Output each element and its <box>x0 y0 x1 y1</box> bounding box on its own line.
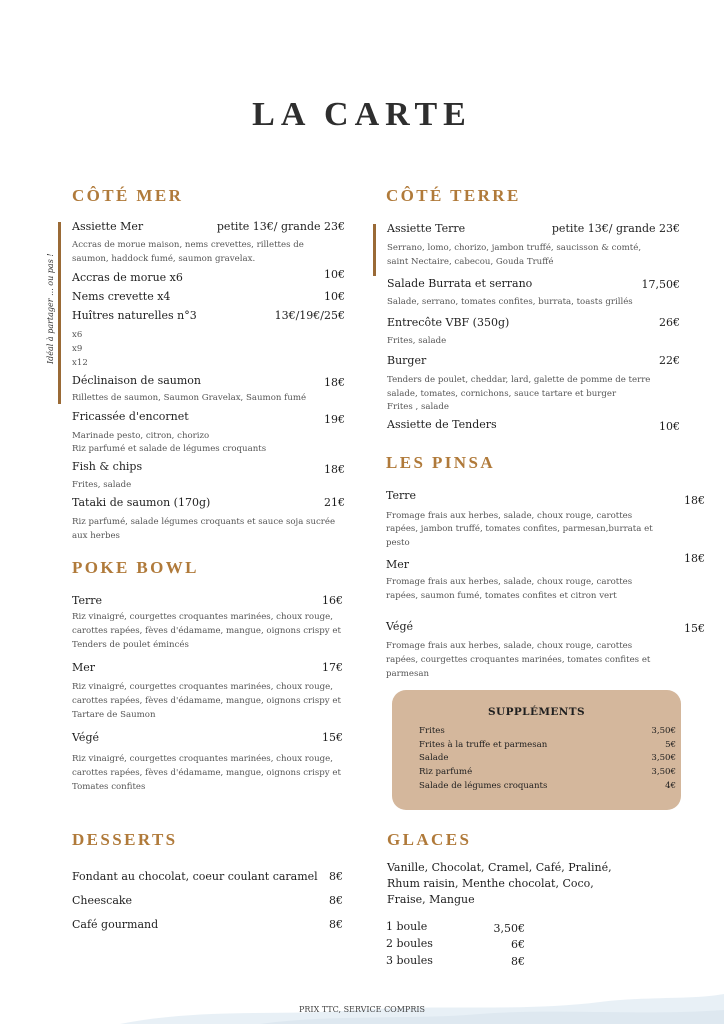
menu-item-price: 19€ <box>324 413 345 426</box>
supplement-name: Frites à la truffe et parmesan <box>419 740 548 750</box>
supplement-price: 3,50€ <box>651 753 676 763</box>
section-heading-poke-bowl: POKE BOWL <box>72 558 199 577</box>
menu-item-desc: Marinade pesto, citron, chorizo <box>72 431 210 441</box>
menu-item-name: Entrecôte VBF (350g) <box>387 316 510 329</box>
section-heading-glaces: GLACES <box>387 830 472 849</box>
menu-item-desc: Fromage frais aux herbes, salade, choux rouge, carottes <box>386 641 633 651</box>
section-heading-cote-terre: CÔTÉ TERRE <box>386 186 521 205</box>
page-title: LA CARTE <box>252 96 472 133</box>
menu-item-desc: rapées, courgettes croquantes marinées, tomates confites et <box>386 655 651 665</box>
menu-item-name: Salade Burrata et serrano <box>387 277 533 290</box>
menu-item-desc: pesto <box>386 538 410 548</box>
menu-item-desc: Salade, serrano, tomates confites, burrata, toasts grillés <box>387 297 633 307</box>
supplement-price: 3,50€ <box>651 767 676 777</box>
menu-item-desc: salade, tomates, cornichons, sauce tartare et burger <box>387 389 617 399</box>
menu-item-name: Tataki de saumon (170g) <box>72 496 211 509</box>
menu-item-desc: Fromage frais aux herbes, salade, choux rouge, carottes <box>386 577 633 587</box>
menu-item-desc: Tomates confites <box>72 782 146 792</box>
supplement-price: 3,50€ <box>651 726 676 736</box>
supplement-price: 5€ <box>665 740 676 750</box>
menu-item-price: 15€ <box>322 731 343 744</box>
glace-size: 2 boules <box>386 937 433 950</box>
menu-item-price: 21€ <box>324 496 345 509</box>
menu-item-option: x12 <box>72 358 88 368</box>
supplements-heading: SUPPLÉMENTS <box>488 706 585 718</box>
menu-item-desc: Riz vinaigré, courgettes croquantes marinées, choux rouge, <box>72 682 333 692</box>
supplement-name: Riz parfumé <box>419 767 473 777</box>
menu-item-price: 26€ <box>659 316 680 329</box>
menu-item-desc: carottes rapées, fèves d'édamame, mangue, oignons crispy et <box>72 768 341 778</box>
menu-item-name: Terre <box>386 489 417 502</box>
menu-item-price: 18€ <box>684 494 705 507</box>
glace-price: 6€ <box>511 938 525 951</box>
menu-item-desc: Tenders de poulet, cheddar, lard, galette de pomme de terre <box>387 375 651 385</box>
glace-size: 3 boules <box>386 954 433 967</box>
menu-item-desc: Serrano, lomo, chorizo, jambon truffé, saucisson & comté, <box>387 243 642 253</box>
menu-item-price: 17,50€ <box>641 278 680 291</box>
menu-item-name: Assiette Terre <box>387 222 466 235</box>
menu-item-name: Burger <box>387 354 427 367</box>
menu-item-desc: Tenders de poulet émincés <box>72 640 189 650</box>
menu-item-desc: Riz vinaigré, courgettes croquantes marinées, choux rouge, <box>72 754 333 764</box>
menu-item-price: 8€ <box>329 870 343 883</box>
menu-item-name: Cheescake <box>72 894 133 907</box>
menu-item-desc: carottes rapées, fèves d'édamame, mangue, oignons crispy et <box>72 626 341 636</box>
menu-item-desc: Frites, salade <box>72 480 132 490</box>
menu-item-name: Terre <box>72 594 103 607</box>
supplement-name: Salade <box>419 753 449 763</box>
menu-item-desc: Fromage frais aux herbes, salade, choux rouge, carottes <box>386 511 633 521</box>
supplement-name: Salade de légumes croquants <box>419 781 548 791</box>
menu-item-price: 15€ <box>684 622 705 635</box>
menu-item-price: 17€ <box>322 661 343 674</box>
menu-item-desc: saint Nectaire, cabecou, Gouda Truffé <box>387 257 554 267</box>
menu-item-desc: Tartare de Saumon <box>72 710 156 720</box>
menu-item-name: Fricassée d'encornet <box>72 410 189 423</box>
menu-item-price: 10€ <box>324 268 345 281</box>
menu-item-option: x6 <box>72 330 83 340</box>
menu-item-option: x9 <box>72 344 83 354</box>
menu-item-price: 18€ <box>324 376 345 389</box>
glace-size: 1 boule <box>386 920 428 933</box>
menu-item-desc: Frites, salade <box>387 336 447 346</box>
side-note: Idéal à partager ... ou pas ! <box>46 253 55 364</box>
menu-item-name: Assiette de Tenders <box>387 418 497 431</box>
menu-item-desc: aux herbes <box>72 531 120 541</box>
menu-item-price: 10€ <box>324 290 345 303</box>
menu-item-name: Nems crevette x4 <box>72 290 171 303</box>
glaces-flavors: Vanille, Chocolat, Cramel, Café, Praliné, <box>387 861 612 874</box>
supplement-name: Frites <box>419 726 445 736</box>
section-heading-desserts: DESSERTS <box>72 830 178 849</box>
menu-item-price: 8€ <box>329 894 343 907</box>
menu-item-price: 10€ <box>659 420 680 433</box>
glace-price: 3,50€ <box>493 922 525 935</box>
glaces-flavors: Rhum raisin, Menthe chocolat, Coco, <box>387 877 594 890</box>
menu-item-price: 16€ <box>322 594 343 607</box>
glaces-flavors: Fraise, Mangue <box>387 893 475 906</box>
menu-item-name: Fondant au chocolat, coeur coulant caramel <box>72 870 318 883</box>
menu-item-desc: carottes rapées, fèves d'édamame, mangue, oignons crispy et <box>72 696 341 706</box>
menu-item-name: Assiette Mer <box>72 220 144 233</box>
menu-item-name: Déclinaison de saumon <box>72 374 202 387</box>
menu-item-name: Café gourmand <box>72 918 159 931</box>
menu-item-name: Fish & chips <box>72 460 143 473</box>
menu-item-desc: Riz parfumé, salade légumes croquants et sauce soja sucrée <box>72 517 336 527</box>
glace-price: 8€ <box>511 955 525 968</box>
menu-item-name: Végé <box>72 731 99 744</box>
menu-item-name: Huîtres naturelles n°3 <box>72 309 197 322</box>
supplement-price: 4€ <box>665 781 676 791</box>
menu-item-desc: Rillettes de saumon, Saumon Gravelax, Saumon fumé <box>72 393 307 403</box>
menu-item-name: Accras de morue x6 <box>72 271 183 284</box>
menu-item-desc: Frites , salade <box>387 402 449 412</box>
menu-item-desc: Riz parfumé et salade de légumes croquants <box>72 444 267 454</box>
menu-item-name: Mer <box>72 661 96 674</box>
menu-item-price: 18€ <box>324 463 345 476</box>
menu-item-price: 8€ <box>329 918 343 931</box>
menu-item-desc: Riz vinaigré, courgettes croquantes marinées, choux rouge, <box>72 612 333 622</box>
menu-item-name: Végé <box>386 620 413 633</box>
menu-item-price: 22€ <box>659 354 680 367</box>
section-heading-cote-mer: CÔTÉ MER <box>72 186 184 205</box>
menu-item-name: Mer <box>386 558 410 571</box>
menu-item-desc: saumon, haddock fumé, saumon gravelax. <box>72 254 256 264</box>
menu-item-price: 18€ <box>684 552 705 565</box>
decorative-bar <box>373 224 376 276</box>
menu-item-desc: Accras de morue maison, nems crevettes, rillettes de <box>72 240 304 250</box>
menu-item-price: petite 13€/ grande 23€ <box>551 222 680 235</box>
decorative-bar <box>58 222 61 404</box>
menu-item-desc: parmesan <box>386 669 430 679</box>
menu-item-desc: rapées, jambon truffé, tomates confites, parmesan,burrata et <box>386 524 653 534</box>
menu-item-price: petite 13€/ grande 23€ <box>216 220 345 233</box>
menu-item-desc: rapées, saumon fumé, tomates confites et citron vert <box>386 591 617 601</box>
menu-item-price: 13€/19€/25€ <box>274 309 345 322</box>
section-heading-pinsa: LES PINSA <box>386 453 495 472</box>
footer-note: PRIX TTC, SERVICE COMPRIS <box>299 1005 425 1014</box>
